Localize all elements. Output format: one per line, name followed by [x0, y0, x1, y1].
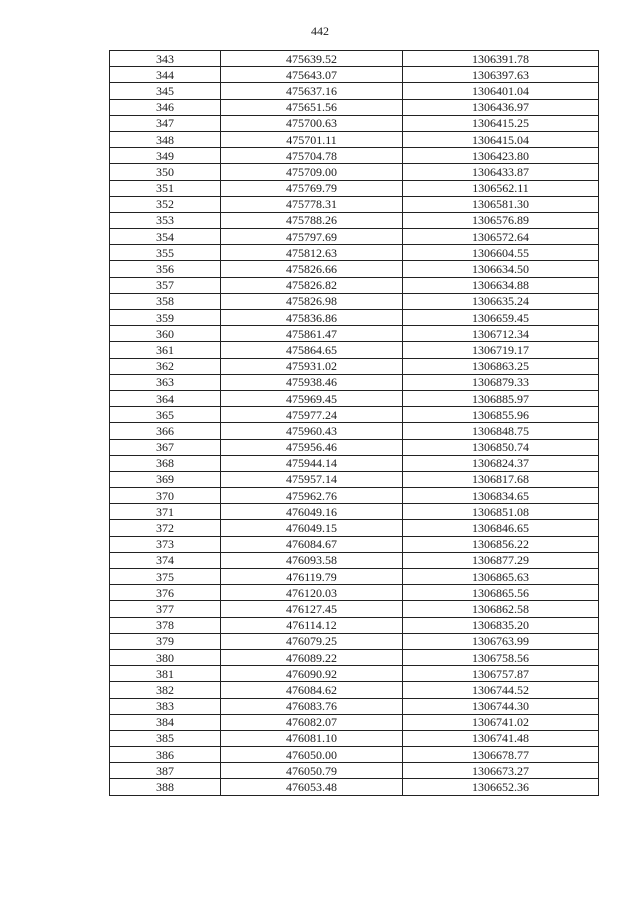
- x-coordinate-cell: 476049.16: [221, 504, 403, 520]
- x-coordinate-cell: 476090.92: [221, 666, 403, 682]
- point-number-cell: 345: [110, 83, 221, 99]
- table-row: [110, 51, 599, 67]
- y-coordinate-cell: 1306834.65: [403, 488, 599, 504]
- y-coordinate-cell: 1306744.52: [403, 682, 599, 698]
- table-row: [110, 552, 599, 568]
- table-row: [110, 682, 599, 698]
- y-coordinate-cell: 1306423.80: [403, 148, 599, 164]
- y-coordinate-cell: 1306835.20: [403, 617, 599, 633]
- x-coordinate-cell: 476120.03: [221, 585, 403, 601]
- table-row: [110, 67, 599, 83]
- x-coordinate-cell: 475864.65: [221, 342, 403, 358]
- point-number-cell: 348: [110, 131, 221, 147]
- x-coordinate-cell: 476049.15: [221, 520, 403, 536]
- point-number-cell: 358: [110, 293, 221, 309]
- x-coordinate-cell: 476050.79: [221, 763, 403, 779]
- point-number-cell: 382: [110, 682, 221, 698]
- point-number-cell: 357: [110, 277, 221, 293]
- y-coordinate-cell: 1306856.22: [403, 536, 599, 552]
- x-coordinate-cell: 475637.16: [221, 83, 403, 99]
- table-row: [110, 520, 599, 536]
- y-coordinate-cell: 1306659.45: [403, 310, 599, 326]
- table-row: [110, 310, 599, 326]
- table-row: [110, 633, 599, 649]
- point-number-cell: 376: [110, 585, 221, 601]
- point-number-cell: 384: [110, 714, 221, 730]
- table-row: [110, 488, 599, 504]
- point-number-cell: 353: [110, 212, 221, 228]
- x-coordinate-cell: 475861.47: [221, 326, 403, 342]
- x-coordinate-cell: 475704.78: [221, 148, 403, 164]
- point-number-cell: 356: [110, 261, 221, 277]
- table-row: [110, 649, 599, 665]
- y-coordinate-cell: 1306817.68: [403, 471, 599, 487]
- x-coordinate-cell: 475700.63: [221, 115, 403, 131]
- x-coordinate-cell: 476081.10: [221, 730, 403, 746]
- x-coordinate-cell: 475797.69: [221, 229, 403, 245]
- point-number-cell: 375: [110, 569, 221, 585]
- point-number-cell: 347: [110, 115, 221, 131]
- y-coordinate-cell: 1306865.63: [403, 569, 599, 585]
- point-number-cell: 344: [110, 67, 221, 83]
- x-coordinate-cell: 475826.66: [221, 261, 403, 277]
- y-coordinate-cell: 1306850.74: [403, 439, 599, 455]
- point-number-cell: 352: [110, 196, 221, 212]
- y-coordinate-cell: 1306757.87: [403, 666, 599, 682]
- point-number-cell: 368: [110, 455, 221, 471]
- point-number-cell: 364: [110, 390, 221, 406]
- y-coordinate-cell: 1306634.88: [403, 277, 599, 293]
- table-row: [110, 439, 599, 455]
- x-coordinate-cell: 475812.63: [221, 245, 403, 261]
- y-coordinate-cell: 1306846.65: [403, 520, 599, 536]
- point-number-cell: 363: [110, 374, 221, 390]
- y-coordinate-cell: 1306604.55: [403, 245, 599, 261]
- y-coordinate-cell: 1306572.64: [403, 229, 599, 245]
- point-number-cell: 379: [110, 633, 221, 649]
- x-coordinate-cell: 475960.43: [221, 423, 403, 439]
- x-coordinate-cell: 476084.62: [221, 682, 403, 698]
- y-coordinate-cell: 1306848.75: [403, 423, 599, 439]
- table-row: [110, 293, 599, 309]
- table-row: [110, 390, 599, 406]
- table-row: [110, 131, 599, 147]
- point-number-cell: 381: [110, 666, 221, 682]
- point-number-cell: 386: [110, 747, 221, 763]
- y-coordinate-cell: 1306635.24: [403, 293, 599, 309]
- table-row: [110, 504, 599, 520]
- y-coordinate-cell: 1306863.25: [403, 358, 599, 374]
- x-coordinate-cell: 475957.14: [221, 471, 403, 487]
- x-coordinate-cell: 476053.48: [221, 779, 403, 795]
- point-number-cell: 378: [110, 617, 221, 633]
- point-number-cell: 380: [110, 649, 221, 665]
- y-coordinate-cell: 1306678.77: [403, 747, 599, 763]
- y-coordinate-cell: 1306741.02: [403, 714, 599, 730]
- table-row: [110, 666, 599, 682]
- x-coordinate-cell: 476119.79: [221, 569, 403, 585]
- y-coordinate-cell: 1306712.34: [403, 326, 599, 342]
- x-coordinate-cell: 476083.76: [221, 698, 403, 714]
- y-coordinate-cell: 1306415.25: [403, 115, 599, 131]
- x-coordinate-cell: 476079.25: [221, 633, 403, 649]
- y-coordinate-cell: 1306634.50: [403, 261, 599, 277]
- point-number-cell: 367: [110, 439, 221, 455]
- x-coordinate-cell: 475639.52: [221, 51, 403, 67]
- y-coordinate-cell: 1306391.78: [403, 51, 599, 67]
- x-coordinate-cell: 475931.02: [221, 358, 403, 374]
- point-number-cell: 359: [110, 310, 221, 326]
- y-coordinate-cell: 1306576.89: [403, 212, 599, 228]
- x-coordinate-cell: 475778.31: [221, 196, 403, 212]
- y-coordinate-cell: 1306885.97: [403, 390, 599, 406]
- x-coordinate-cell: 475826.82: [221, 277, 403, 293]
- table-row: [110, 229, 599, 245]
- table-row: [110, 326, 599, 342]
- point-number-cell: 361: [110, 342, 221, 358]
- point-number-cell: 370: [110, 488, 221, 504]
- x-coordinate-cell: 476050.00: [221, 747, 403, 763]
- x-coordinate-cell: 475701.11: [221, 131, 403, 147]
- point-number-cell: 372: [110, 520, 221, 536]
- table-row: [110, 763, 599, 779]
- point-number-cell: 373: [110, 536, 221, 552]
- x-coordinate-cell: 475769.79: [221, 180, 403, 196]
- y-coordinate-cell: 1306581.30: [403, 196, 599, 212]
- y-coordinate-cell: 1306397.63: [403, 67, 599, 83]
- point-number-cell: 385: [110, 730, 221, 746]
- table-row: [110, 601, 599, 617]
- point-number-cell: 371: [110, 504, 221, 520]
- coordinates-table: [109, 50, 599, 796]
- y-coordinate-cell: 1306855.96: [403, 407, 599, 423]
- y-coordinate-cell: 1306862.58: [403, 601, 599, 617]
- y-coordinate-cell: 1306851.08: [403, 504, 599, 520]
- point-number-cell: 369: [110, 471, 221, 487]
- point-number-cell: 388: [110, 779, 221, 795]
- table-row: [110, 342, 599, 358]
- point-number-cell: 349: [110, 148, 221, 164]
- table-row: [110, 779, 599, 795]
- point-number-cell: 366: [110, 423, 221, 439]
- x-coordinate-cell: 475962.76: [221, 488, 403, 504]
- y-coordinate-cell: 1306401.04: [403, 83, 599, 99]
- table-row: [110, 358, 599, 374]
- x-coordinate-cell: 475651.56: [221, 99, 403, 115]
- y-coordinate-cell: 1306719.17: [403, 342, 599, 358]
- table-row: [110, 115, 599, 131]
- x-coordinate-cell: 475836.86: [221, 310, 403, 326]
- y-coordinate-cell: 1306744.30: [403, 698, 599, 714]
- x-coordinate-cell: 475826.98: [221, 293, 403, 309]
- y-coordinate-cell: 1306433.87: [403, 164, 599, 180]
- table-row: [110, 196, 599, 212]
- point-number-cell: 383: [110, 698, 221, 714]
- table-row: [110, 99, 599, 115]
- x-coordinate-cell: 475643.07: [221, 67, 403, 83]
- table-row: [110, 245, 599, 261]
- table-row: [110, 730, 599, 746]
- table-row: [110, 374, 599, 390]
- x-coordinate-cell: 476089.22: [221, 649, 403, 665]
- point-number-cell: 354: [110, 229, 221, 245]
- point-number-cell: 355: [110, 245, 221, 261]
- table-row: [110, 261, 599, 277]
- y-coordinate-cell: 1306865.56: [403, 585, 599, 601]
- point-number-cell: 360: [110, 326, 221, 342]
- table-row: [110, 83, 599, 99]
- y-coordinate-cell: 1306436.97: [403, 99, 599, 115]
- table-row: [110, 617, 599, 633]
- point-number-cell: 365: [110, 407, 221, 423]
- point-number-cell: 343: [110, 51, 221, 67]
- x-coordinate-cell: 476084.67: [221, 536, 403, 552]
- table-row: [110, 471, 599, 487]
- point-number-cell: 350: [110, 164, 221, 180]
- x-coordinate-cell: 475709.00: [221, 164, 403, 180]
- x-coordinate-cell: 475969.45: [221, 390, 403, 406]
- table-row: [110, 585, 599, 601]
- x-coordinate-cell: 475977.24: [221, 407, 403, 423]
- table-row: [110, 180, 599, 196]
- table-row: [110, 569, 599, 585]
- table-row: [110, 536, 599, 552]
- table-row: [110, 148, 599, 164]
- point-number-cell: 374: [110, 552, 221, 568]
- y-coordinate-cell: 1306758.56: [403, 649, 599, 665]
- y-coordinate-cell: 1306824.37: [403, 455, 599, 471]
- x-coordinate-cell: 476093.58: [221, 552, 403, 568]
- x-coordinate-cell: 476082.07: [221, 714, 403, 730]
- x-coordinate-cell: 475944.14: [221, 455, 403, 471]
- y-coordinate-cell: 1306877.29: [403, 552, 599, 568]
- y-coordinate-cell: 1306741.48: [403, 730, 599, 746]
- y-coordinate-cell: 1306562.11: [403, 180, 599, 196]
- y-coordinate-cell: 1306673.27: [403, 763, 599, 779]
- y-coordinate-cell: 1306763.99: [403, 633, 599, 649]
- x-coordinate-cell: 475788.26: [221, 212, 403, 228]
- table-row: [110, 164, 599, 180]
- point-number-cell: 351: [110, 180, 221, 196]
- point-number-cell: 387: [110, 763, 221, 779]
- table-row: [110, 747, 599, 763]
- table-row: [110, 698, 599, 714]
- table-row: [110, 423, 599, 439]
- table-row: [110, 407, 599, 423]
- x-coordinate-cell: 476127.45: [221, 601, 403, 617]
- table-row: [110, 714, 599, 730]
- y-coordinate-cell: 1306652.36: [403, 779, 599, 795]
- y-coordinate-cell: 1306879.33: [403, 374, 599, 390]
- point-number-cell: 362: [110, 358, 221, 374]
- x-coordinate-cell: 476114.12: [221, 617, 403, 633]
- coordinates-table-body: [110, 51, 599, 796]
- point-number-cell: 377: [110, 601, 221, 617]
- table-row: [110, 212, 599, 228]
- x-coordinate-cell: 475956.46: [221, 439, 403, 455]
- x-coordinate-cell: 475938.46: [221, 374, 403, 390]
- table-row: [110, 455, 599, 471]
- table-row: [110, 277, 599, 293]
- point-number-cell: 346: [110, 99, 221, 115]
- page-number: 442: [311, 24, 329, 38]
- y-coordinate-cell: 1306415.04: [403, 131, 599, 147]
